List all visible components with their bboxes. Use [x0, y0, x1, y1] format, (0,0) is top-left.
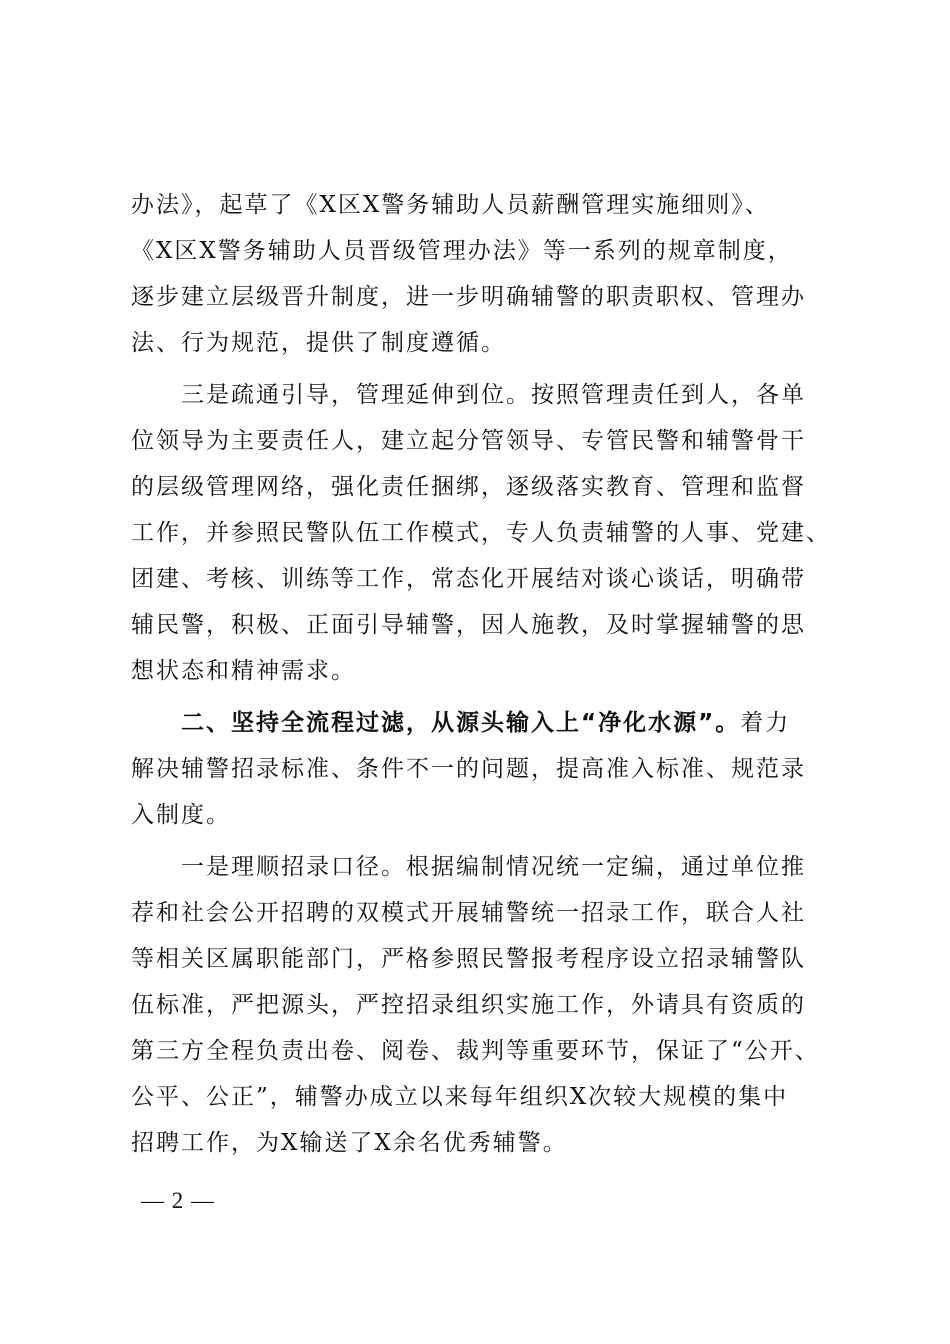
heading-tail-text: 着力: [740, 710, 791, 736]
text-line: 一是理顺招录口径。根据编制情况统一定编，通过单位推: [181, 854, 806, 880]
text-line: 入制度。: [131, 802, 231, 828]
text-line: 《X区X警务辅助人员晋级管理办法》等一系列的规章制度，: [131, 238, 793, 264]
text-line: 法、行为规范，提供了制度遵循。: [131, 330, 506, 356]
section-heading-line: [131, 700, 831, 746]
paragraph-4: [131, 844, 831, 1166]
text-line: 团建、考核、训练等工作，常态化开展结对谈心谈话，明确带: [131, 566, 806, 592]
text-line: 第三方全程负责出卷、阅卷、裁判等重要环节，保证了“公开、: [131, 1038, 820, 1064]
text-line: 等相关区属职能部门，严格参照民警报考程序设立招录辅警队: [131, 946, 806, 972]
paragraph-2: [131, 372, 831, 694]
section-heading: 二、坚持全流程过滤，从源头输入上“净化水源”。: [181, 710, 741, 736]
text-line: 招聘工作，为X输送了X余名优秀辅警。: [131, 1130, 568, 1156]
text-line: 工作，并参照民警队伍工作模式，专人负责辅警的人事、党建、: [131, 520, 831, 546]
text-line: 伍标准，严把源头，严控招录组织实施工作，外请具有资质的: [131, 992, 806, 1018]
text-line: 荐和社会公开招聘的双模式开展辅警统一招录工作，联合人社: [131, 900, 806, 926]
paragraph-1: [131, 182, 831, 366]
text-line: 办法》，起草了《X区X警务辅助人员薪酬管理实施细则》、: [131, 192, 770, 218]
page-number: — 2 —: [141, 1188, 215, 1213]
text-line: 的层级管理网络，强化责任捆绑，逐级落实教育、管理和监督: [131, 474, 806, 500]
text-line: 三是疏通引导，管理延伸到位。按照管理责任到人，各单: [181, 382, 806, 408]
document-body: [131, 182, 831, 1166]
text-line: 辅民警，积极、正面引导辅警，因人施教，及时掌握辅警的思: [131, 612, 806, 638]
paragraph-3: [131, 700, 831, 838]
text-line: 位领导为主要责任人，建立起分管领导、专管民警和辅警骨干: [131, 428, 806, 454]
text-line: 逐步建立层级晋升制度，进一步明确辅警的职责职权、管理办: [131, 284, 806, 310]
text-line: 公平、公正”，辅警办成立以来每年组织X次较大规模的集中: [131, 1084, 789, 1110]
text-line: 解决辅警招录标准、条件不一的问题，提高准入标准、规范录: [131, 756, 806, 782]
text-line: 想状态和精神需求。: [131, 658, 356, 684]
